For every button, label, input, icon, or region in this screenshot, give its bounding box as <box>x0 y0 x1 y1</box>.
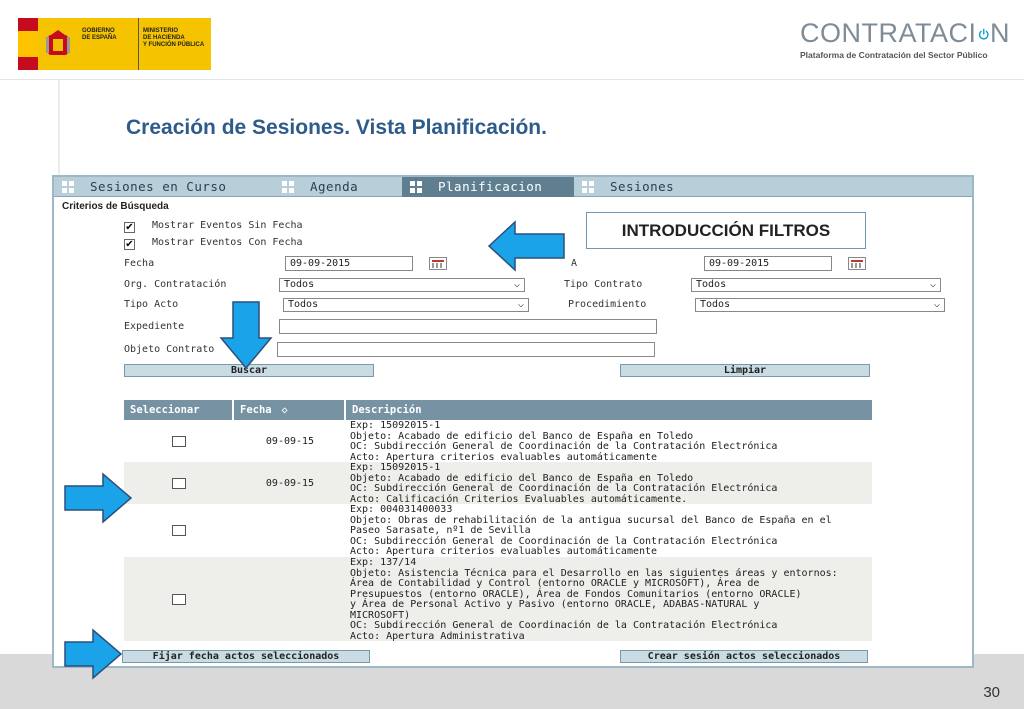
org-contratacion-label: Org. Contratación <box>124 279 227 290</box>
coat-of-arms-icon <box>38 18 78 70</box>
tipo-acto-select[interactable] <box>283 298 529 312</box>
table-row <box>124 462 872 504</box>
tab-label: Agenda <box>310 179 359 194</box>
objeto-contrato-label: Objeto Contrato <box>124 344 215 355</box>
create-session-button[interactable]: Crear sesión actos seleccionados <box>620 650 868 663</box>
org-contratacion-value: Todos <box>284 279 315 290</box>
ministry-line-1: MINISTERIO <box>143 28 179 34</box>
row-date: 09-09-15 <box>265 435 315 447</box>
row-select-checkbox[interactable] <box>172 594 186 605</box>
tipo-acto-label: Tipo Acto <box>124 299 179 310</box>
calendar-from-icon[interactable] <box>429 257 447 270</box>
a-label: A <box>571 258 578 269</box>
tab-label: Sesiones <box>610 179 675 194</box>
arrow-right-icon <box>63 628 123 680</box>
arrow-down-icon <box>219 300 273 370</box>
gov-line-2: DE ESPAÑA <box>82 35 117 41</box>
show-no-date-label: Mostrar Eventos Sin Fecha <box>152 220 303 231</box>
tab-label: Sesiones en Curso <box>90 179 227 194</box>
search-criteria-title: Criterios de Búsqueda <box>62 201 169 212</box>
chevron-down-icon: ⌵ <box>929 279 936 290</box>
tipo-contrato-select[interactable] <box>691 278 941 292</box>
expediente-label: Expediente <box>124 321 185 332</box>
ministry-line-2: DE HACIENDA <box>143 35 185 41</box>
clear-button[interactable]: Limpiar <box>620 364 870 377</box>
row-select-checkbox[interactable] <box>172 436 186 447</box>
grid-icon <box>410 181 422 193</box>
tab-planificacion[interactable] <box>402 177 574 197</box>
arrow-right-icon <box>63 472 133 524</box>
show-with-date-checkbox[interactable]: ✔ <box>125 238 134 250</box>
show-no-date-checkbox[interactable]: ✔ <box>125 221 134 233</box>
page-number: 30 <box>983 684 1000 701</box>
row-description: Exp: 004031400033 Objeto: Obras de rehabilitación de la antigua sucursal del Banco de España en el Paseo Sarasate, nº1 de Sevilla OC: Subdirección General de Coordinación de la Contratación Electrónica Acto: Apertura criterios evaluables automáticamente <box>350 504 832 557</box>
objeto-contrato-input[interactable] <box>277 342 655 357</box>
fecha-to-input[interactable]: 09-09-2015 <box>704 256 832 271</box>
grid-icon <box>582 181 594 193</box>
table-row <box>124 504 872 557</box>
fecha-from-input[interactable]: 09-09-2015 <box>285 256 413 271</box>
row-description: Exp: 137/14 Objeto: Asistencia Técnica para el Desarrollo en las siguientes áreas y entornos: Área de Contabilidad y Control (entorno ORACLE y MICROSOFT), Área de Presupuestos (entorno ORACLE), Área de Fondos Comunitarios (entorno ORACLE) y Área de Personal Activo y Pasivo (entorno ORACLE, ADABAS-NATURAL y MICROSOFT) OC: Subdirección General de Coordinación de la Contratación Electrónica Acto: Apertura Administrativa <box>350 557 838 642</box>
grid-icon <box>282 181 294 193</box>
arrow-left-icon <box>487 220 567 272</box>
ministry-line-3: Y FUNCIÓN PÚBLICA <box>143 42 205 48</box>
tipo-contrato-value: Todos <box>696 279 727 290</box>
row-select-checkbox[interactable] <box>172 525 186 536</box>
row-description: Exp: 15092015-1 Objeto: Acabado de edificio del Banco de España en Toledo OC: Subdirección General de Coordinación de la Contratación Electrónica Acto: Apertura criterios evaluables automáticamente <box>350 420 778 463</box>
slide-title: Creación de Sesiones. Vista Planificación. <box>126 116 547 139</box>
procedimiento-label: Procedimiento <box>568 299 647 310</box>
table-header <box>124 400 872 420</box>
row-date <box>234 557 346 641</box>
table-row <box>124 557 872 641</box>
org-contratacion-select[interactable] <box>279 278 525 292</box>
tab-agenda[interactable] <box>274 177 402 197</box>
row-description: Exp: 15092015-1 Objeto: Acabado de edificio del Banco de España en Toledo OC: Subdirección General de Coordinación de la Contratación Electrónica Acto: Calificación Criterios Evaluables automáticamente. <box>350 462 778 505</box>
platform-subtitle: Plataforma de Contratación del Sector Público <box>800 50 988 60</box>
chevron-down-icon: ⌵ <box>517 299 524 310</box>
column-header-descripcion: Descripción <box>352 404 422 416</box>
sort-icon[interactable]: ◇ <box>281 404 288 416</box>
calendar-to-icon[interactable] <box>848 257 866 270</box>
fix-date-button[interactable]: Fijar fecha actos seleccionados <box>122 650 370 663</box>
row-date: 09-09-15 <box>265 477 315 489</box>
tab-sesiones-en-curso[interactable] <box>54 177 274 197</box>
filters-callout: INTRODUCCIÓN FILTROS <box>586 212 866 249</box>
tipo-acto-value: Todos <box>288 299 319 310</box>
search-button[interactable]: Buscar <box>124 364 374 377</box>
platform-word-right: N <box>990 18 1010 48</box>
expediente-input[interactable] <box>279 319 657 334</box>
row-date <box>234 504 346 557</box>
chevron-down-icon: ⌵ <box>933 299 940 310</box>
fecha-label: Fecha <box>124 258 155 269</box>
chevron-down-icon: ⌵ <box>513 279 520 290</box>
tab-label: Planificacion <box>438 179 543 194</box>
table-row <box>124 420 872 462</box>
platform-logo <box>800 18 1010 60</box>
row-select-checkbox[interactable] <box>172 478 186 489</box>
grid-icon <box>62 181 74 193</box>
power-icon <box>978 23 990 45</box>
column-header-fecha[interactable] <box>234 400 346 420</box>
government-logo <box>18 18 211 70</box>
procedimiento-select[interactable] <box>695 298 945 312</box>
slide-header <box>0 0 1024 80</box>
results-table <box>124 400 872 641</box>
gov-line-1: GOBIERNO <box>82 28 115 34</box>
column-header-fecha-label: Fecha <box>240 404 272 416</box>
platform-word-left: CONTRATACI <box>800 18 977 48</box>
tipo-contrato-label: Tipo Contrato <box>564 279 643 290</box>
procedimiento-value: Todos <box>700 299 731 310</box>
tab-sesiones[interactable] <box>574 177 704 197</box>
column-header-seleccionar: Seleccionar <box>124 400 234 420</box>
show-with-date-label: Mostrar Eventos Con Fecha <box>152 237 303 248</box>
tab-bar <box>54 177 972 197</box>
spain-flag-icon <box>18 18 38 70</box>
